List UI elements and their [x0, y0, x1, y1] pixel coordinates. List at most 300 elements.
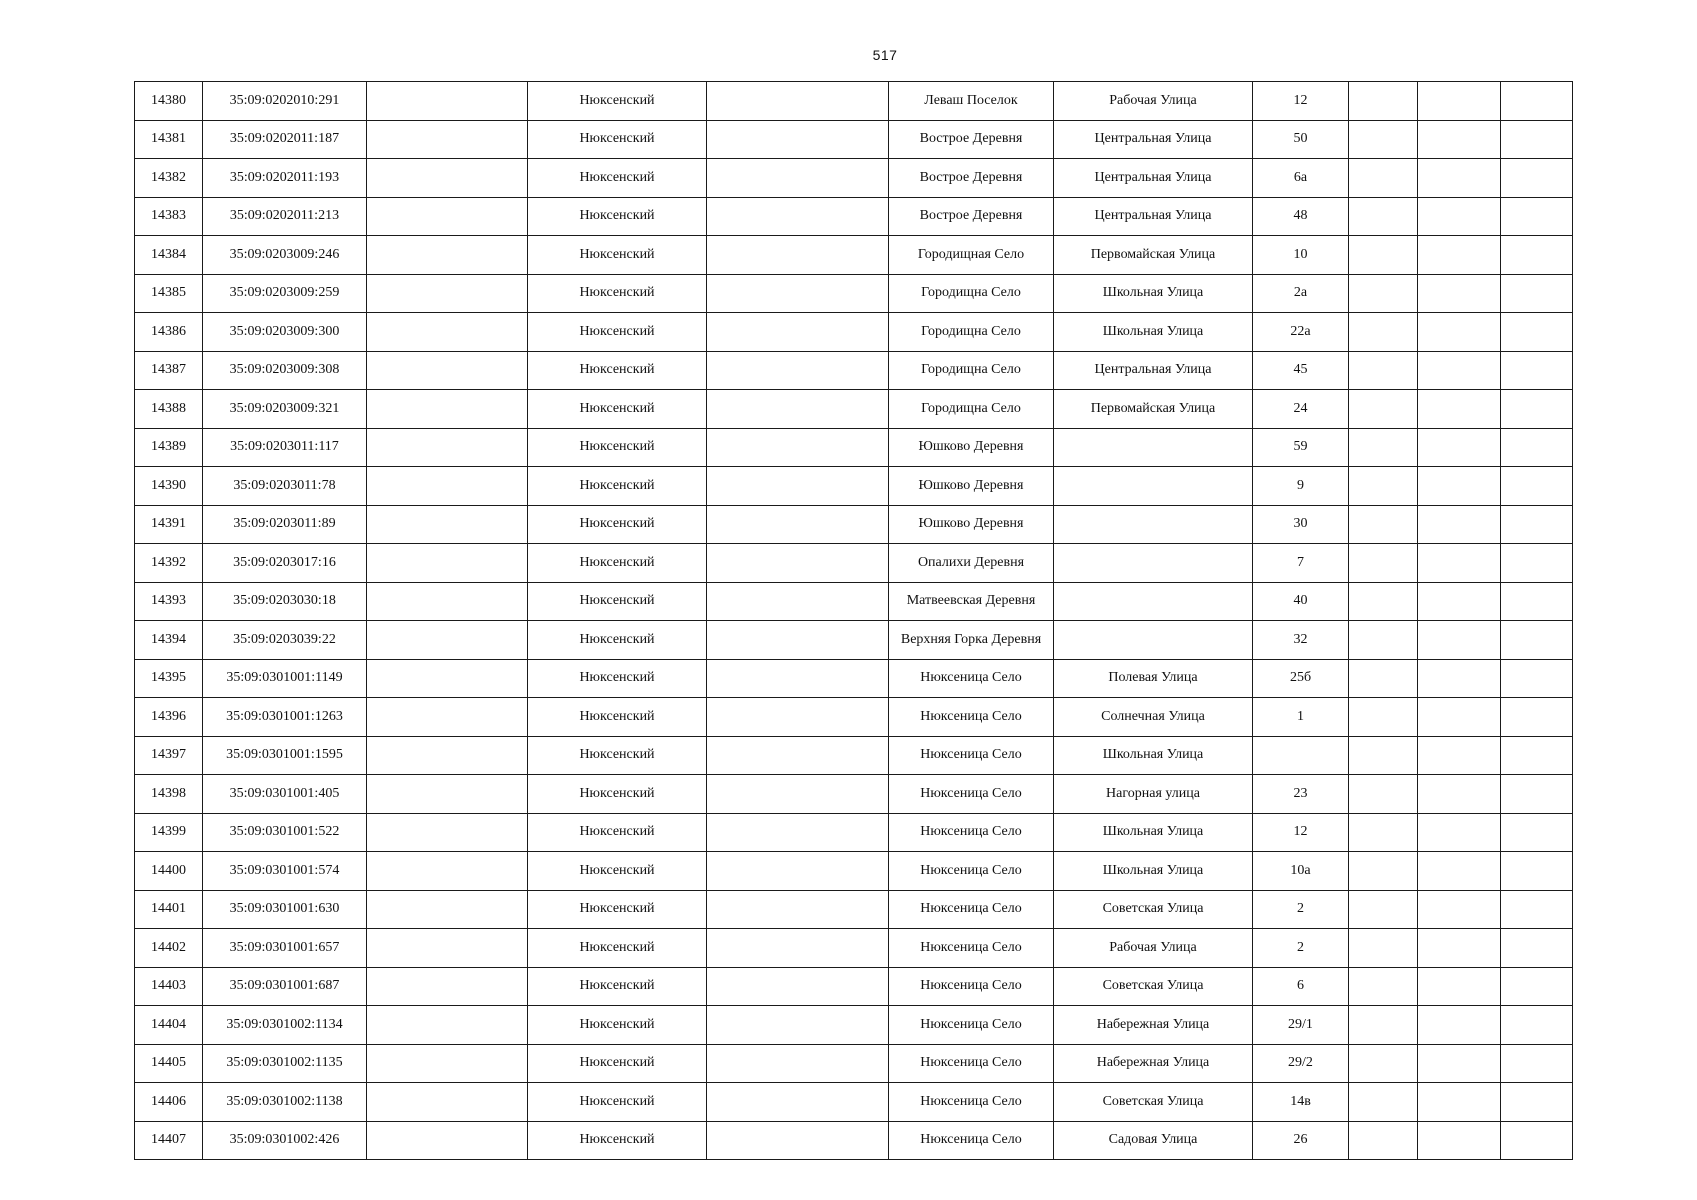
empty-cell	[1349, 120, 1418, 159]
locality-cell: Вострое Деревня	[889, 120, 1054, 159]
empty-cell	[1349, 390, 1418, 429]
table-row	[135, 1006, 1573, 1045]
house-number-cell: 2	[1253, 929, 1349, 968]
house-number-cell: 45	[1253, 351, 1349, 390]
table-row	[135, 120, 1573, 159]
empty-cell	[1349, 82, 1418, 121]
cadastral-number-cell: 35:09:0301001:405	[203, 775, 367, 814]
house-number-cell: 29/1	[1253, 1006, 1349, 1045]
table-row	[135, 236, 1573, 275]
empty-cell	[367, 775, 528, 814]
empty-cell	[1349, 967, 1418, 1006]
row-number-cell: 14384	[135, 236, 203, 275]
cadastral-number-cell: 35:09:0301001:522	[203, 813, 367, 852]
cadastral-number-cell: 35:09:0301001:1149	[203, 659, 367, 698]
district-cell: Нюксенский	[528, 929, 707, 968]
empty-cell	[1418, 236, 1501, 275]
district-cell: Нюксенский	[528, 852, 707, 891]
empty-cell	[707, 120, 889, 159]
empty-cell	[367, 852, 528, 891]
table-row	[135, 351, 1573, 390]
district-cell: Нюксенский	[528, 120, 707, 159]
house-number-cell: 29/2	[1253, 1044, 1349, 1083]
empty-cell	[707, 852, 889, 891]
cadastral-number-cell: 35:09:0301001:657	[203, 929, 367, 968]
district-cell: Нюксенский	[528, 1121, 707, 1160]
street-cell: Полевая Улица	[1054, 659, 1253, 698]
empty-cell	[707, 428, 889, 467]
house-number-cell: 9	[1253, 467, 1349, 506]
empty-cell	[1418, 813, 1501, 852]
cadastral-number-cell: 35:09:0301001:574	[203, 852, 367, 891]
empty-cell	[1501, 120, 1573, 159]
street-cell: Советская Улица	[1054, 967, 1253, 1006]
empty-cell	[367, 313, 528, 352]
row-number-cell: 14395	[135, 659, 203, 698]
empty-cell	[367, 1044, 528, 1083]
street-cell: Первомайская Улица	[1054, 236, 1253, 275]
cadastral-number-cell: 35:09:0301002:426	[203, 1121, 367, 1160]
table-row	[135, 428, 1573, 467]
table-row	[135, 736, 1573, 775]
district-cell: Нюксенский	[528, 698, 707, 737]
street-cell: Советская Улица	[1054, 1083, 1253, 1122]
empty-cell	[1501, 313, 1573, 352]
district-cell: Нюксенский	[528, 544, 707, 583]
empty-cell	[1418, 120, 1501, 159]
table-row	[135, 698, 1573, 737]
table-row	[135, 197, 1573, 236]
row-number-cell: 14407	[135, 1121, 203, 1160]
empty-cell	[707, 82, 889, 121]
empty-cell	[367, 467, 528, 506]
district-cell: Нюксенский	[528, 197, 707, 236]
house-number-cell	[1253, 736, 1349, 775]
row-number-cell: 14393	[135, 582, 203, 621]
empty-cell	[1349, 197, 1418, 236]
empty-cell	[1418, 582, 1501, 621]
house-number-cell: 48	[1253, 197, 1349, 236]
empty-cell	[1349, 159, 1418, 198]
empty-cell	[1501, 428, 1573, 467]
locality-cell: Нюксеница Село	[889, 1006, 1054, 1045]
page-number: 517	[872, 47, 898, 63]
cadastral-number-cell: 35:09:0301001:1595	[203, 736, 367, 775]
empty-cell	[1501, 390, 1573, 429]
empty-cell	[367, 736, 528, 775]
row-number-cell: 14386	[135, 313, 203, 352]
cadastral-number-cell: 35:09:0301002:1135	[203, 1044, 367, 1083]
row-number-cell: 14398	[135, 775, 203, 814]
empty-cell	[707, 621, 889, 660]
locality-cell: Городищна Село	[889, 274, 1054, 313]
district-cell: Нюксенский	[528, 890, 707, 929]
row-number-cell: 14394	[135, 621, 203, 660]
table-row	[135, 1044, 1573, 1083]
street-cell: Рабочая Улица	[1054, 82, 1253, 121]
empty-cell	[1501, 698, 1573, 737]
empty-cell	[1418, 775, 1501, 814]
house-number-cell: 1	[1253, 698, 1349, 737]
street-cell: Центральная Улица	[1054, 197, 1253, 236]
empty-cell	[707, 390, 889, 429]
empty-cell	[707, 274, 889, 313]
district-cell: Нюксенский	[528, 775, 707, 814]
table-row	[135, 1083, 1573, 1122]
empty-cell	[367, 505, 528, 544]
street-cell	[1054, 544, 1253, 583]
empty-cell	[707, 1044, 889, 1083]
empty-cell	[707, 967, 889, 1006]
empty-cell	[707, 698, 889, 737]
locality-cell: Юшково Деревня	[889, 428, 1054, 467]
district-cell: Нюксенский	[528, 274, 707, 313]
row-number-cell: 14403	[135, 967, 203, 1006]
table-row	[135, 852, 1573, 891]
cadastral-number-cell: 35:09:0301002:1138	[203, 1083, 367, 1122]
street-cell	[1054, 505, 1253, 544]
cadastral-number-cell: 35:09:0301001:630	[203, 890, 367, 929]
empty-cell	[1418, 505, 1501, 544]
empty-cell	[1349, 698, 1418, 737]
empty-cell	[1349, 929, 1418, 968]
district-cell: Нюксенский	[528, 390, 707, 429]
empty-cell	[1349, 351, 1418, 390]
cadastral-number-cell: 35:09:0203009:308	[203, 351, 367, 390]
street-cell: Первомайская Улица	[1054, 390, 1253, 429]
row-number-cell: 14383	[135, 197, 203, 236]
empty-cell	[367, 544, 528, 583]
house-number-cell: 14в	[1253, 1083, 1349, 1122]
row-number-cell: 14404	[135, 1006, 203, 1045]
cadastral-number-cell: 35:09:0203009:300	[203, 313, 367, 352]
locality-cell: Городищна Село	[889, 351, 1054, 390]
empty-cell	[1418, 659, 1501, 698]
empty-cell	[1349, 1083, 1418, 1122]
empty-cell	[367, 159, 528, 198]
street-cell: Школьная Улица	[1054, 736, 1253, 775]
empty-cell	[707, 313, 889, 352]
row-number-cell: 14392	[135, 544, 203, 583]
empty-cell	[1418, 967, 1501, 1006]
row-number-cell: 14405	[135, 1044, 203, 1083]
empty-cell	[1418, 544, 1501, 583]
district-cell: Нюксенский	[528, 236, 707, 275]
district-cell: Нюксенский	[528, 736, 707, 775]
street-cell: Центральная Улица	[1054, 120, 1253, 159]
empty-cell	[1349, 467, 1418, 506]
house-number-cell: 26	[1253, 1121, 1349, 1160]
cadastral-number-cell: 35:09:0203030:18	[203, 582, 367, 621]
row-number-cell: 14389	[135, 428, 203, 467]
table-row	[135, 505, 1573, 544]
empty-cell	[367, 197, 528, 236]
empty-cell	[1418, 852, 1501, 891]
empty-cell	[1418, 621, 1501, 660]
house-number-cell: 23	[1253, 775, 1349, 814]
empty-cell	[367, 929, 528, 968]
district-cell: Нюксенский	[528, 467, 707, 506]
row-number-cell: 14401	[135, 890, 203, 929]
house-number-cell: 30	[1253, 505, 1349, 544]
table-row	[135, 82, 1573, 121]
empty-cell	[707, 659, 889, 698]
empty-cell	[707, 467, 889, 506]
empty-cell	[1349, 852, 1418, 891]
empty-cell	[1501, 236, 1573, 275]
empty-cell	[707, 197, 889, 236]
empty-cell	[1418, 1044, 1501, 1083]
empty-cell	[1418, 390, 1501, 429]
street-cell	[1054, 467, 1253, 506]
empty-cell	[707, 1121, 889, 1160]
empty-cell	[1418, 1006, 1501, 1045]
table-row	[135, 390, 1573, 429]
empty-cell	[367, 428, 528, 467]
empty-cell	[367, 82, 528, 121]
street-cell: Нагорная улица	[1054, 775, 1253, 814]
house-number-cell: 10а	[1253, 852, 1349, 891]
cadastral-number-cell: 35:09:0301002:1134	[203, 1006, 367, 1045]
empty-cell	[1501, 967, 1573, 1006]
empty-cell	[367, 1121, 528, 1160]
cadastral-number-cell: 35:09:0203011:78	[203, 467, 367, 506]
empty-cell	[1349, 582, 1418, 621]
locality-cell: Нюксеница Село	[889, 659, 1054, 698]
district-cell: Нюксенский	[528, 1083, 707, 1122]
row-number-cell: 14397	[135, 736, 203, 775]
empty-cell	[707, 929, 889, 968]
empty-cell	[367, 274, 528, 313]
empty-cell	[1418, 197, 1501, 236]
house-number-cell: 50	[1253, 120, 1349, 159]
locality-cell: Нюксеница Село	[889, 967, 1054, 1006]
table-row	[135, 621, 1573, 660]
empty-cell	[367, 236, 528, 275]
empty-cell	[1418, 929, 1501, 968]
street-cell: Школьная Улица	[1054, 813, 1253, 852]
house-number-cell: 24	[1253, 390, 1349, 429]
empty-cell	[1349, 236, 1418, 275]
locality-cell: Нюксеница Село	[889, 813, 1054, 852]
district-cell: Нюксенский	[528, 813, 707, 852]
table-body	[135, 82, 1573, 1160]
house-number-cell: 32	[1253, 621, 1349, 660]
table-row	[135, 890, 1573, 929]
empty-cell	[1501, 1044, 1573, 1083]
empty-cell	[1501, 351, 1573, 390]
table-row	[135, 813, 1573, 852]
row-number-cell: 14400	[135, 852, 203, 891]
empty-cell	[367, 967, 528, 1006]
district-cell: Нюксенский	[528, 967, 707, 1006]
empty-cell	[1418, 736, 1501, 775]
street-cell: Солнечная Улица	[1054, 698, 1253, 737]
table-row	[135, 467, 1573, 506]
empty-cell	[707, 775, 889, 814]
empty-cell	[1418, 274, 1501, 313]
cadastral-number-cell: 35:09:0203009:259	[203, 274, 367, 313]
empty-cell	[367, 890, 528, 929]
empty-cell	[1501, 1121, 1573, 1160]
street-cell: Школьная Улица	[1054, 852, 1253, 891]
row-number-cell: 14391	[135, 505, 203, 544]
house-number-cell: 6	[1253, 967, 1349, 1006]
district-cell: Нюксенский	[528, 1006, 707, 1045]
locality-cell: Юшково Деревня	[889, 505, 1054, 544]
row-number-cell: 14382	[135, 159, 203, 198]
locality-cell: Нюксеница Село	[889, 929, 1054, 968]
empty-cell	[707, 813, 889, 852]
empty-cell	[1501, 197, 1573, 236]
cadastral-number-cell: 35:09:0203011:89	[203, 505, 367, 544]
locality-cell: Нюксеница Село	[889, 736, 1054, 775]
house-number-cell: 25б	[1253, 659, 1349, 698]
locality-cell: Нюксеница Село	[889, 852, 1054, 891]
empty-cell	[1501, 1083, 1573, 1122]
locality-cell: Верхняя Горка Деревня	[889, 621, 1054, 660]
empty-cell	[367, 390, 528, 429]
district-cell: Нюксенский	[528, 313, 707, 352]
district-cell: Нюксенский	[528, 659, 707, 698]
district-cell: Нюксенский	[528, 351, 707, 390]
district-cell: Нюксенский	[528, 1044, 707, 1083]
street-cell	[1054, 582, 1253, 621]
empty-cell	[1501, 505, 1573, 544]
locality-cell: Нюксеница Село	[889, 890, 1054, 929]
empty-cell	[1418, 351, 1501, 390]
empty-cell	[1501, 1006, 1573, 1045]
empty-cell	[707, 544, 889, 583]
locality-cell: Опалихи Деревня	[889, 544, 1054, 583]
street-cell: Школьная Улица	[1054, 313, 1253, 352]
empty-cell	[1349, 544, 1418, 583]
empty-cell	[1418, 698, 1501, 737]
empty-cell	[1501, 890, 1573, 929]
table-row	[135, 159, 1573, 198]
empty-cell	[1349, 736, 1418, 775]
table-row	[135, 274, 1573, 313]
table-row	[135, 775, 1573, 814]
empty-cell	[1349, 313, 1418, 352]
registry-table	[134, 81, 1573, 1160]
locality-cell: Городищна Село	[889, 390, 1054, 429]
empty-cell	[1501, 929, 1573, 968]
district-cell: Нюксенский	[528, 159, 707, 198]
empty-cell	[1349, 274, 1418, 313]
cadastral-number-cell: 35:09:0203009:246	[203, 236, 367, 275]
district-cell: Нюксенский	[528, 505, 707, 544]
empty-cell	[1349, 659, 1418, 698]
cadastral-number-cell: 35:09:0203017:16	[203, 544, 367, 583]
locality-cell: Нюксеница Село	[889, 1083, 1054, 1122]
house-number-cell: 40	[1253, 582, 1349, 621]
empty-cell	[367, 351, 528, 390]
house-number-cell: 59	[1253, 428, 1349, 467]
house-number-cell: 2а	[1253, 274, 1349, 313]
empty-cell	[1501, 736, 1573, 775]
street-cell	[1054, 621, 1253, 660]
empty-cell	[1418, 159, 1501, 198]
empty-cell	[707, 505, 889, 544]
empty-cell	[1349, 813, 1418, 852]
street-cell: Школьная Улица	[1054, 274, 1253, 313]
locality-cell: Вострое Деревня	[889, 197, 1054, 236]
row-number-cell: 14396	[135, 698, 203, 737]
row-number-cell: 14380	[135, 82, 203, 121]
street-cell: Центральная Улица	[1054, 159, 1253, 198]
empty-cell	[1501, 582, 1573, 621]
house-number-cell: 7	[1253, 544, 1349, 583]
empty-cell	[1501, 82, 1573, 121]
empty-cell	[1501, 621, 1573, 660]
locality-cell: Вострое Деревня	[889, 159, 1054, 198]
row-number-cell: 14381	[135, 120, 203, 159]
row-number-cell: 14387	[135, 351, 203, 390]
row-number-cell: 14399	[135, 813, 203, 852]
cadastral-number-cell: 35:09:0301001:1263	[203, 698, 367, 737]
empty-cell	[367, 659, 528, 698]
empty-cell	[367, 582, 528, 621]
empty-cell	[1418, 1083, 1501, 1122]
cadastral-number-cell: 35:09:0301001:687	[203, 967, 367, 1006]
table-row	[135, 659, 1573, 698]
table-row	[135, 929, 1573, 968]
street-cell	[1054, 428, 1253, 467]
cadastral-number-cell: 35:09:0203009:321	[203, 390, 367, 429]
empty-cell	[1501, 813, 1573, 852]
empty-cell	[707, 351, 889, 390]
cadastral-number-cell: 35:09:0202011:213	[203, 197, 367, 236]
empty-cell	[1349, 621, 1418, 660]
house-number-cell: 2	[1253, 890, 1349, 929]
locality-cell: Юшково Деревня	[889, 467, 1054, 506]
cadastral-number-cell: 35:09:0202011:193	[203, 159, 367, 198]
empty-cell	[1418, 467, 1501, 506]
district-cell: Нюксенский	[528, 82, 707, 121]
empty-cell	[1349, 1121, 1418, 1160]
street-cell: Набережная Улица	[1054, 1044, 1253, 1083]
empty-cell	[707, 159, 889, 198]
empty-cell	[1418, 428, 1501, 467]
locality-cell: Леваш Поселок	[889, 82, 1054, 121]
table-row	[135, 967, 1573, 1006]
cadastral-number-cell: 35:09:0202010:291	[203, 82, 367, 121]
locality-cell: Матвеевская Деревня	[889, 582, 1054, 621]
cadastral-number-cell: 35:09:0202011:187	[203, 120, 367, 159]
row-number-cell: 14385	[135, 274, 203, 313]
street-cell: Центральная Улица	[1054, 351, 1253, 390]
empty-cell	[1501, 274, 1573, 313]
empty-cell	[367, 698, 528, 737]
locality-cell: Городищна Село	[889, 313, 1054, 352]
empty-cell	[1418, 890, 1501, 929]
empty-cell	[367, 1006, 528, 1045]
empty-cell	[707, 236, 889, 275]
empty-cell	[1349, 1006, 1418, 1045]
house-number-cell: 12	[1253, 813, 1349, 852]
table-row	[135, 1121, 1573, 1160]
locality-cell: Нюксеница Село	[889, 1121, 1054, 1160]
street-cell: Набережная Улица	[1054, 1006, 1253, 1045]
empty-cell	[1501, 775, 1573, 814]
row-number-cell: 14390	[135, 467, 203, 506]
empty-cell	[707, 1083, 889, 1122]
empty-cell	[367, 621, 528, 660]
empty-cell	[707, 582, 889, 621]
house-number-cell: 22а	[1253, 313, 1349, 352]
empty-cell	[1349, 505, 1418, 544]
